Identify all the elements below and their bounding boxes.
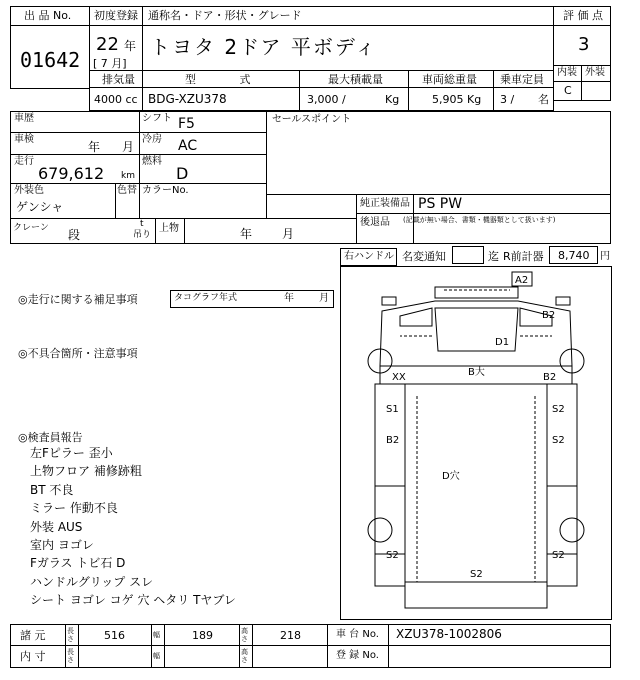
displacement-label: 排気量 — [102, 73, 135, 86]
history-label: 車歴 — [14, 113, 34, 124]
capacity-unit: 名 — [538, 93, 549, 106]
exterior-grade-cell — [581, 81, 611, 101]
lift-month-unit: 月 — [282, 227, 295, 241]
name-label: 通称名・ドア・形状・グレード — [148, 9, 302, 22]
mark-s2-bottom: S2 — [470, 569, 483, 580]
interior-width-cell — [164, 645, 240, 668]
tax-label: 迄 — [488, 250, 499, 263]
name-change-box — [452, 246, 484, 264]
mark-s1: S1 — [386, 404, 399, 415]
inspection-year-unit: 年 — [88, 140, 101, 154]
color-no-label: 色替 — [117, 185, 137, 196]
crane-label: クレーン — [13, 223, 49, 233]
lot-no: 01642 — [20, 48, 81, 72]
chassis: XZU378-1002806 — [396, 627, 502, 641]
lift-year-unit: 年 — [240, 227, 253, 241]
tacho-year: 年 — [284, 293, 294, 304]
max-load-unit: Kg — [385, 93, 400, 106]
fuel: D — [176, 164, 189, 183]
inspection-label: 車検 — [14, 134, 34, 145]
gross-weight-label: 車両総重量 — [422, 73, 477, 86]
inspector-report-line: Fガラス トビ石 D — [30, 556, 126, 571]
inspector-report-list — [30, 447, 330, 617]
shift-label: シフト — [142, 113, 172, 124]
tail-gate — [405, 582, 547, 608]
model: BDG-XZU378 — [148, 92, 227, 106]
name-change-label: 名変通知 — [402, 250, 446, 263]
lift-cell — [184, 218, 357, 244]
inspector-report-line: 上物フロア 補修跡粗 — [30, 464, 142, 479]
roof-outline — [435, 287, 518, 298]
max-load: 3,000 / — [307, 93, 346, 106]
r-odometer: 8,740 — [558, 249, 590, 262]
width: 189 — [192, 629, 213, 642]
mark-b2-top-right: B2 — [542, 310, 556, 321]
inspector-report-line: 左Fピラー 歪小 — [30, 446, 113, 460]
chassis-label: 車 台 No. — [336, 629, 379, 640]
interior-length-label: 長さ — [67, 648, 74, 664]
height: 218 — [280, 629, 301, 642]
interior-grade: C — [564, 84, 572, 97]
inspector-report-line: 外装 AUS — [30, 519, 83, 534]
reg-label: 登 録 No. — [336, 650, 379, 661]
displacement: 4000 cc — [94, 93, 138, 106]
defects-title: ◎不具合箇所・注意事項 — [18, 347, 138, 360]
color-no-label-2: カラーNo. — [142, 185, 189, 196]
fuel-label: 燃料 — [142, 156, 162, 167]
max-load-label: 最大積載量 — [328, 73, 383, 86]
first-reg-label: 初度登録 — [94, 9, 138, 22]
sales-points-label: セールスポイント — [272, 114, 352, 125]
first-reg-year: 22 — [96, 34, 119, 55]
left-mirror — [382, 297, 396, 305]
ac-label: 冷房 — [142, 134, 162, 145]
reg-cell — [388, 645, 611, 668]
aftermarket-note: (記載が無い場合、書類・機器類として扱います) — [403, 216, 556, 224]
mark-b2-left: B2 — [386, 435, 400, 446]
interior-width-label: 幅 — [153, 652, 160, 660]
mark-d-ana: D穴 — [442, 471, 460, 482]
vehicle-name: トヨタ 2ドア 平ボディ — [150, 35, 378, 59]
left-door-window — [400, 308, 432, 326]
gross-weight: 5,905 Kg — [432, 93, 482, 106]
crane-steps: 段 — [68, 228, 81, 242]
crane-tons-top: t — [140, 219, 144, 229]
color-label: 外装色 — [14, 185, 44, 196]
model-label: 型 式 — [185, 73, 271, 86]
mark-b2-right-wheel: B2 — [543, 372, 557, 383]
rear-left-wheel — [368, 518, 392, 542]
mark-s2-right-mid: S2 — [552, 435, 565, 446]
inspector-title: ◎検査員報告 — [18, 431, 83, 444]
mileage: 679,612 — [38, 164, 105, 183]
lot-no-label: 出 品 No. — [24, 9, 72, 22]
vehicle-damage-diagram — [340, 266, 612, 620]
right-mirror — [556, 297, 570, 305]
r-odometer-label: R前計器 — [503, 250, 544, 263]
score-label: 評 価 点 — [563, 9, 603, 22]
inspector-report-line: シート ヨゴレ コゲ 穴 ヘタリ Tヤブレ — [30, 593, 236, 608]
aftermarket-label: 後退品 — [360, 217, 390, 228]
exterior-label: 外装 — [585, 67, 605, 78]
interior-dims-label: 内 寸 — [20, 650, 46, 663]
equipment: PS PW — [418, 196, 463, 212]
diagram-frame — [341, 267, 612, 620]
inspector-report-line: 室内 ヨゴレ — [30, 538, 94, 552]
rear-right-wheel — [560, 518, 584, 542]
shift: F5 — [178, 116, 195, 132]
mileage-unit: km — [121, 171, 135, 181]
driving-notes-title: ◎走行に関する補足事項 — [18, 293, 138, 306]
mark-b-dai: B大 — [468, 367, 485, 378]
mark-xx: XX — [392, 372, 406, 383]
mark-a2: A2 — [515, 275, 529, 286]
interior-height-cell — [252, 645, 328, 668]
inspector-report-line: ミラー 作動不良 — [30, 501, 118, 516]
inspection-month-unit: 月 — [122, 140, 135, 154]
height-label: 高さ — [241, 627, 248, 643]
capacity-label: 乗車定員 — [500, 73, 544, 86]
tacho-label: タコグラフ年式 — [174, 293, 238, 303]
interior-height-label: 高さ — [241, 648, 248, 664]
inspector-report-line: ハンドルグリップ スレ — [30, 574, 154, 589]
mark-s2-right-bottom: S2 — [552, 550, 565, 561]
width-label: 幅 — [153, 631, 160, 639]
steering: 右ハンドル — [344, 251, 394, 262]
score: 3 — [578, 34, 590, 55]
first-reg-month: [ 7 月] — [93, 57, 127, 70]
length-label: 長さ — [67, 627, 74, 643]
interior-length-cell — [78, 645, 152, 668]
tacho-month: 月 — [319, 293, 329, 304]
mark-s2-right: S2 — [552, 404, 565, 415]
lift-label: 上物 — [159, 223, 179, 234]
dims-label: 諸 元 — [20, 629, 46, 642]
interior-label: 内装 — [557, 67, 577, 78]
ac: AC — [178, 138, 198, 154]
mileage-label: 走行 — [14, 156, 34, 167]
length: 516 — [104, 629, 125, 642]
r-odometer-unit: 円 — [600, 251, 610, 262]
inspector-report-line: BT 不良 — [30, 482, 74, 497]
crane-tons-bottom: 吊り — [133, 230, 152, 240]
equipment-label: 純正装備品 — [360, 198, 410, 209]
capacity: 3 / — [500, 93, 515, 106]
year-unit: 年 — [124, 39, 137, 53]
mark-s2-left-bottom: S2 — [386, 550, 399, 561]
mark-d1: D1 — [495, 337, 510, 348]
color: ゲンシャ — [16, 200, 64, 214]
